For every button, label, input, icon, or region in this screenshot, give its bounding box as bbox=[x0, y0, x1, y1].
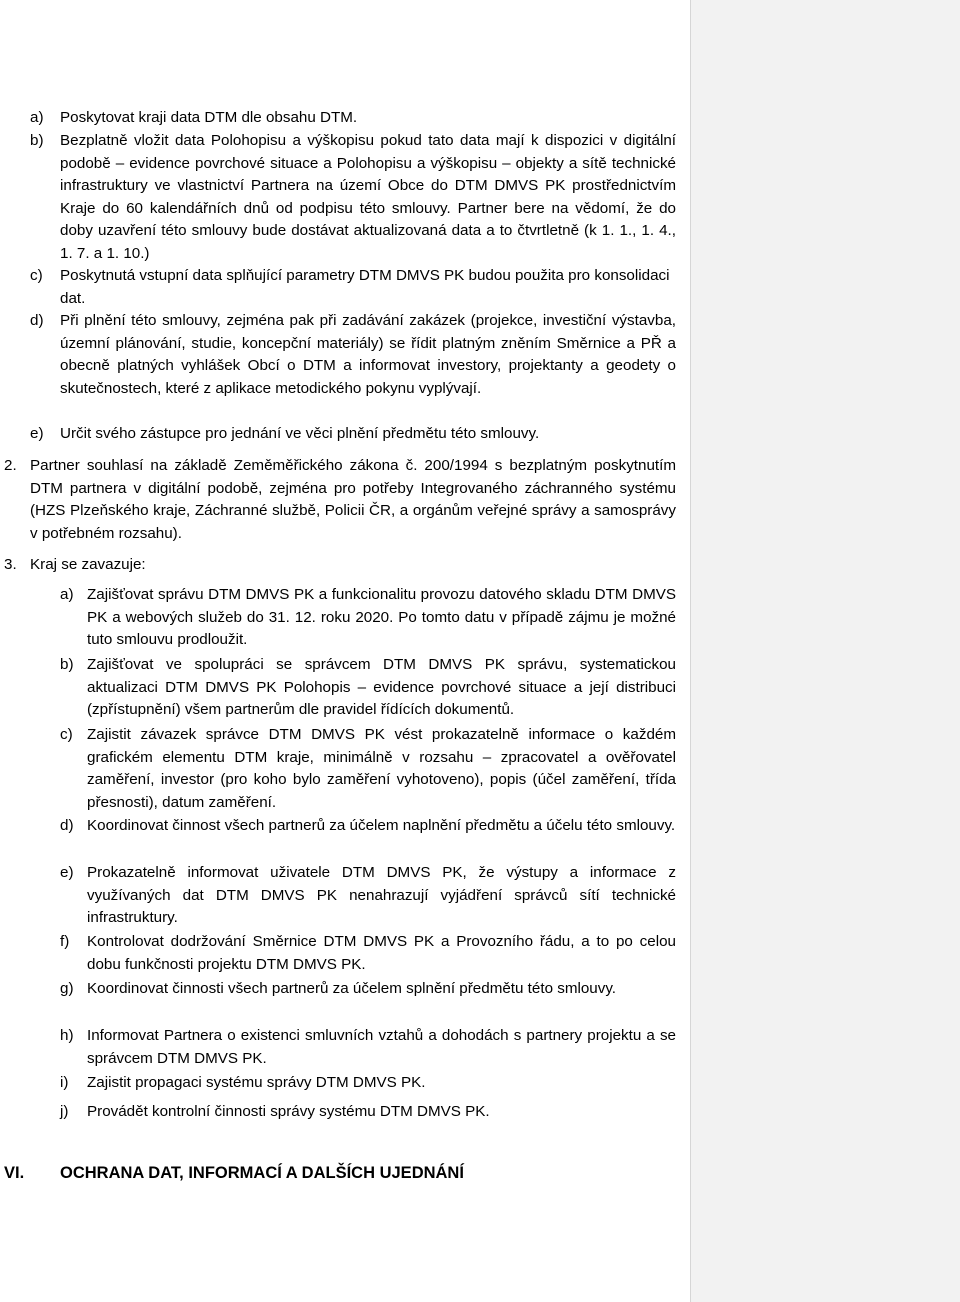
point-3-item-e-label: e) bbox=[60, 864, 74, 881]
item-d-label: d) bbox=[30, 312, 44, 329]
item-a-label: a) bbox=[30, 109, 44, 126]
point-3-item-b-text: Zajišťovat ve spolupráci se správcem DTM DMVS PK správu, systematickou aktualizaci DTM DMVS PK Polohopis – evidence povrchové situace a její distribuci (zpřístupnění) všem partnerům dle pravidel řídících dokumentů. bbox=[87, 656, 676, 718]
point-3-item-j-label: j) bbox=[60, 1103, 69, 1120]
point-3-item-g-text: Koordinovat činnosti všech partnerů za účelem splnění předmětu této smlouvy. bbox=[87, 980, 617, 997]
point-3-item-c-text: Zajistit závazek správce DTM DMVS PK vést prokazatelně informace o každém grafickém elementu DTM kraje, minimálně v rozsahu – zpracovatel a ověřovatel zaměření, investor (pro koho bylo zaměření vyhotoveno), popis (účel zaměření, třída přesnosti), datum zaměření. bbox=[87, 726, 676, 811]
point-3-intro: Kraj se zavazuje: bbox=[30, 556, 146, 573]
item-e-label: e) bbox=[30, 425, 44, 442]
point-2-text: Partner souhlasí na základě Zeměměřického zákona č. 200/1994 s bezplatným poskytnutím DTM partnera v digitální podobě, zejména pro potřeby Integrovaného záchranného systému (HZS Plzeňského kraje, Záchranné službě, Policii ČR, a orgánům veřejné správy a samosprávy v potřebném rozsahu). bbox=[30, 457, 676, 542]
point-2-number: 2. bbox=[4, 457, 17, 474]
point-3-item-d-label: d) bbox=[60, 817, 74, 834]
section-number: VI. bbox=[4, 1164, 25, 1182]
item-c-label: c) bbox=[30, 267, 43, 284]
point-3-item-i-text: Zajistit propagaci systému správy DTM DMVS PK. bbox=[87, 1074, 426, 1091]
item-a-text: Poskytovat kraji data DTM dle obsahu DTM. bbox=[60, 109, 358, 126]
point-3-item-d-text: Koordinovat činnost všech partnerů za účelem naplnění předmětu a účelu této smlouvy. bbox=[87, 817, 676, 834]
item-e-text: Určit svého zástupce pro jednání ve věci plnění předmětu této smlouvy. bbox=[60, 425, 540, 442]
point-3-item-j-text: Provádět kontrolní činnosti správy systému DTM DMVS PK. bbox=[87, 1103, 490, 1120]
point-3-item-e-text: Prokazatelně informovat uživatele DTM DMVS PK, že výstupy a informace z využívaných dat DTM DMVS PK nenahrazují vyjádření správců sítí technické infrastruktury. bbox=[87, 864, 676, 926]
point-3-item-f-label: f) bbox=[60, 933, 70, 950]
item-c-text: Poskytnutá vstupní data splňující parametry DTM DMVS PK budou použita pro konsolidaci dat. bbox=[60, 267, 670, 307]
point-3-item-h-label: h) bbox=[60, 1027, 74, 1044]
item-b-text: Bezplatně vložit data Polohopisu a výškopisu pokud tato data mají k dispozici v digitální podobě – evidence povrchové situace a Polohopisu a výškopisu – objekty a sítě technické infrastruktury ve vlastnictví Partnera na území Obce do DTM DMVS PK prostřednictvím Kraje do 60 kalendářních dnů od podpisu této smlouvy. Partner bere na vědomí, že do doby uzavření této smlouvy bude dostávat aktualizovaná data a to čtvrtletně (k 1. 1., 1. 4., 1. 7. a 1. 10.) bbox=[60, 132, 676, 262]
point-3-item-a-text: Zajišťovat správu DTM DMVS PK a funkcionalitu provozu datového skladu DTM DMVS PK a webových služeb do 31. 12. roku 2020. Po tomto datu v případě zájmu je možné tuto smlouvu prodloužit. bbox=[87, 586, 676, 648]
point-3-item-a-label: a) bbox=[60, 586, 74, 603]
point-3-item-f-text: Kontrolovat dodržování Směrnice DTM DMVS PK a Provozního řádu, a to po celou dobu funkčnosti projektu DTM DMVS PK. bbox=[87, 933, 676, 973]
item-b-label: b) bbox=[30, 132, 44, 149]
point-3-number: 3. bbox=[4, 556, 17, 573]
comment-margin-pane bbox=[690, 0, 960, 1302]
point-3-item-b-label: b) bbox=[60, 656, 74, 673]
point-3-item-i-label: i) bbox=[60, 1074, 69, 1091]
point-3-item-h-text: Informovat Partnera o existenci smluvních vztahů a dohodách s partnery projektu a se správcem DTM DMVS PK. bbox=[87, 1027, 676, 1067]
section-title: OCHRANA DAT, INFORMACÍ A DALŠÍCH UJEDNÁNÍ bbox=[60, 1164, 464, 1182]
point-3-item-g-label: g) bbox=[60, 980, 74, 997]
point-3-item-c-label: c) bbox=[60, 726, 73, 743]
item-d-text: Při plnění této smlouvy, zejména pak při zadávání zakázek (projekce, investiční výstavba, územní plánování, studie, koncepční materiály) se řídit platným zněním Směrnice a PŘ a obecně platných vyhlášek Obcí o DTM a informovat investory, projektanty a geodety o skutečnostech, které z aplikace metodického pokynu vyplývají. bbox=[60, 312, 676, 397]
